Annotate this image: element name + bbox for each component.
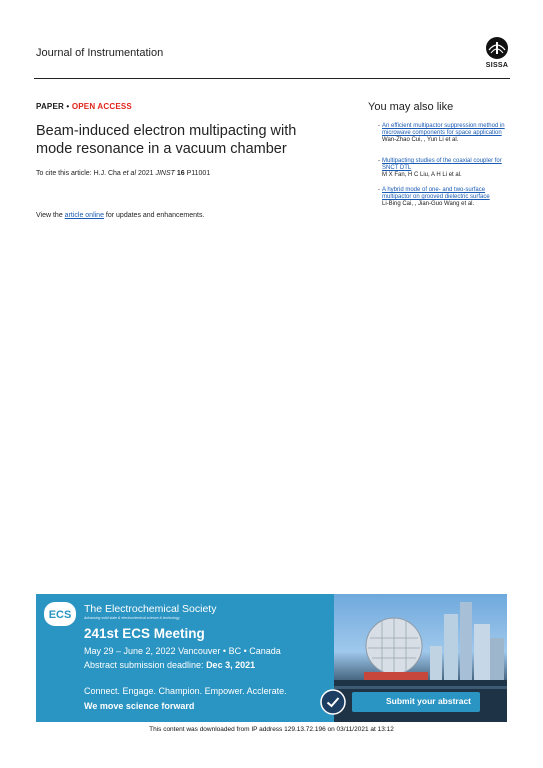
related-item-authors: M X Fan, H C Liu, A H Li et al.	[382, 172, 462, 178]
cite-volume: 16	[174, 170, 185, 177]
related-item: - A hybrid mode of one- and two-surface multipactor on grooved dielectric surface Li-Bing Cai, , Jian-Guo Wang et al.	[378, 187, 490, 207]
submit-abstract-label[interactable]: Submit your abstract	[386, 696, 472, 706]
deadline-prefix: Abstract submission deadline:	[84, 660, 207, 670]
related-heading: You may also like	[368, 101, 454, 113]
header-rule	[34, 78, 510, 79]
related-item-authors: Li-Bing Cai, , Jian-Guo Wang et al.	[382, 201, 475, 207]
ecs-banner[interactable]	[36, 594, 507, 722]
ecs-org-name: The Electrochemical Society	[84, 603, 217, 615]
type-separator: •	[63, 102, 72, 111]
checkmark-badge-icon[interactable]	[320, 689, 346, 715]
banner-slogan: Connect. Engage. Champion. Empower. Acclerate.	[84, 686, 287, 696]
related-item: - An efficient multipactor suppression method in microwave components for space application Wan-Zhao Cui, , Yun Li et al.	[378, 123, 505, 143]
related-item-link[interactable]: An efficient multipactor suppression method in microwave components for space application	[382, 123, 505, 136]
article-type: PAPER	[36, 102, 64, 111]
journal-name: Journal of Instrumentation	[36, 47, 164, 59]
related-item-link[interactable]: Multipacting studies of the coaxial coupler for SNCT DTL	[382, 158, 502, 171]
logo-label: SISSA	[485, 62, 509, 69]
article-title: Beam-induced electron multipacting with mode resonance in a vacuum chamber	[36, 123, 297, 157]
citation-line	[36, 170, 210, 177]
ecs-logo-icon	[44, 602, 76, 626]
article-type-line	[36, 102, 132, 111]
related-item-authors: Wan-Zhao Cui, , Yun Li et al.	[382, 137, 459, 143]
banner-slogan-2: We move science forward	[84, 701, 195, 711]
open-access-badge: OPEN ACCESS	[71, 102, 132, 111]
view-prefix: View the	[36, 212, 65, 219]
ecs-badge-label: ECS	[48, 609, 72, 621]
submission-deadline	[84, 660, 255, 670]
cite-journal: JINST	[155, 170, 175, 177]
cite-etal: et al	[122, 170, 136, 177]
deadline-date: Dec 3, 2021	[206, 660, 256, 670]
download-footer: This content was downloaded from IP address 129.13.72.196 on 03/11/2021 at 13:12	[149, 726, 394, 733]
cite-prefix: To cite this article: H.J. Cha	[36, 170, 123, 177]
related-item-link[interactable]: A hybrid mode of one- and two-surface multipactor on grooved dielectric surface	[382, 187, 490, 200]
ecs-tagline: Advancing solid state & electrochemical science & technology	[84, 616, 180, 620]
view-suffix: for updates and enhancements.	[103, 212, 205, 219]
article-online-link[interactable]: article online	[64, 212, 104, 219]
cite-page: P11001	[184, 170, 211, 177]
cite-year: 2021	[136, 170, 156, 177]
view-online-line	[36, 212, 204, 219]
related-item: - Multipacting studies of the coaxial coupler for SNCT DTL M X Fan, H C Liu, A H Li et al.	[378, 158, 502, 178]
meeting-dates: May 29 – June 2, 2022 Vancouver • BC • Canada	[84, 646, 281, 656]
meeting-title: 241st ECS Meeting	[84, 626, 205, 641]
